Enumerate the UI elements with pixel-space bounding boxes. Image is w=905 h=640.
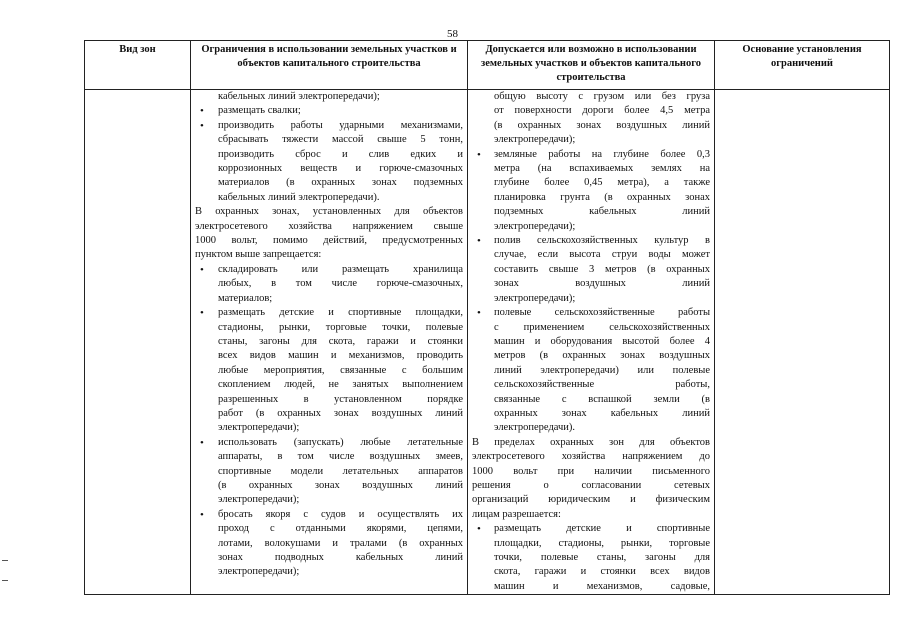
header-restrictions: Ограничения в использовании земельных участков и объектов капитального строительства [191,41,468,90]
cell-basis [715,90,890,595]
text-line: спортивные модели летательных аппаратов [218,465,463,477]
text-line: электропередачи); [494,134,576,146]
text-line: составить свыше 3 метров (в охранных [494,263,710,275]
text-line: • производить работы ударными механизмами, [218,119,463,131]
page-number: 58 [447,28,458,40]
header-allowed: Допускается или возможно в использовании земельных участков и объектов капитального строительства [468,41,715,90]
text-line: метров (в охранных зонах воздушных [494,350,710,362]
text-line: организаций юридическим и физическим [472,494,710,506]
text-line: • складировать или размещать хранилища [218,263,463,275]
text-line: глубине более 0,45 метра), а также [494,177,710,189]
text-line: • земляные работы на глубине более 0,3 [494,148,710,160]
allowed-item [472,148,710,234]
cell-restrictions [191,90,468,595]
text-line: кабельных линий электропередачи). [218,191,380,203]
text-line: случае, если высота струи воды может [494,249,710,261]
table-header-row [85,41,890,90]
table-row [85,90,890,595]
restriction-item [195,104,463,118]
text-line: общую высоту с грузом или без груза [494,91,710,102]
text-line: • размещать свалки; [218,105,301,117]
text-line: коррозионных веществ и горюче-смазочных [218,163,463,175]
text-line: материалов (в охранных зонах подземных [218,177,463,189]
restriction-paragraph [195,205,463,263]
allowed-paragraph [472,436,710,522]
text-line: площадки, стадионы, рынки, торговые [494,537,710,549]
allowed-item [472,306,710,436]
cell-zone-type [85,90,191,595]
text-line: линий электропередачи) или полевые [494,364,710,376]
text-line: планировка грунта (в охранных зонах [494,191,710,203]
text-line: лотами, волокушами и тралами (в охранных [218,537,463,549]
text-line: электропередачи); [494,292,576,304]
text-line: В охранных зонах, установленных для объектов [195,206,463,218]
text-line: • бросать якоря с судов и осуществлять их [218,508,463,520]
scan-margin-mark [2,560,8,561]
text-line: электропередачи); [218,422,300,434]
text-line: от поверхности дороги более 4,5 метра [494,105,710,117]
text-line: стадионы, рынки, торговые точки, полевые [218,321,463,333]
text-line: проход с отданными якорями, цепями, [218,523,463,535]
scan-margin-mark [2,580,8,581]
text-line: всех видов машин и механизмов, проводить [218,350,463,362]
restriction-item [195,306,463,436]
cell-allowed [468,90,715,595]
text-line: зонах воздушных линий [494,278,710,290]
text-line: работ (в охранных зонах воздушных линий [218,407,463,419]
text-line: точки, полевые станы, загоны для [494,552,710,563]
text-line: станы, загоны для скота, гаражи и стоянки [218,335,463,347]
text-line: • полевые сельскохозяйственные работы [494,307,710,319]
text-line: • размещать детские и спортивные [494,523,710,535]
text-line: производить сброс и слив едких и [218,148,463,160]
text-line: решения о согласовании сетевых [472,479,710,491]
text-line: лицам разрешается: [472,508,561,520]
text-line: метра (на вспахиваемых землях на [494,163,710,175]
text-line: электропередачи); [218,566,300,578]
text-line: электропередачи); [218,494,300,506]
text-line: (в охранных зонах воздушных линий [218,479,463,491]
text-line: электропередачи). [494,422,576,434]
text-line: В пределах охранных зон для объектов [472,436,710,448]
restriction-item [195,436,463,508]
allowed-item [472,234,710,306]
text-line: электропередачи); [494,220,576,232]
restrictions-table [84,40,890,595]
text-line: • использовать (запускать) любые летательные [218,436,463,448]
text-line: разрешенных в установленном порядке [218,393,463,405]
allowed-item [472,522,710,594]
text-line: пунктом выше запрещается: [195,249,322,261]
text-line: машин и механизмов, садовые, [494,580,710,592]
allowed-item-continued [472,90,710,148]
text-line: • полив сельскохозяйственных культур в [494,235,710,247]
text-line: подземных кабельных линий [494,206,710,218]
text-line: связанные с вспашкой земли (в [494,393,710,405]
text-line: скота, гаражи и стоянки всех видов [494,566,710,578]
header-basis: Основание установления ограничений [715,41,890,90]
text-line: с применением сельскохозяйственных [494,321,710,333]
text-line: 1000 вольт, помимо действий, предусмотренных [195,235,463,247]
text-line: электросетевого хозяйства напряжением до [472,451,710,463]
text-line: (в охранных зонах воздушных линий [494,119,710,131]
text-line: любых, в том числе горюче-смазочных, [218,278,463,290]
text-line: зонах подводных кабельных линий [218,552,463,563]
text-line: скоплением людей, не занятых выполнением [218,379,463,391]
restriction-item-continued [195,90,463,104]
header-zone-type: Вид зон [85,41,191,90]
restriction-item [195,508,463,580]
text-line: • размещать детские и спортивные площадки, [218,307,463,319]
restriction-item [195,263,463,306]
text-line: 1000 вольт при наличии письменного [472,465,710,477]
restriction-item [195,119,463,205]
text-line: сбрасывать тяжести массой свыше 5 тонн, [218,134,463,146]
text-line: материалов; [218,292,273,304]
text-line: аппараты, в том числе воздушных змеев, [218,451,463,463]
text-line: сельскохозяйственные работы, [494,379,710,391]
text-line: охранных зонах кабельных линий [494,407,710,419]
text-line: машин и оборудования высотой более 4 [494,335,710,347]
text-line: любые мероприятия, связанные с большим [218,364,463,376]
text-line: кабельных линий электропередачи); [218,91,380,102]
text-line: электросетевого хозяйства напряжением свыше [195,220,463,232]
